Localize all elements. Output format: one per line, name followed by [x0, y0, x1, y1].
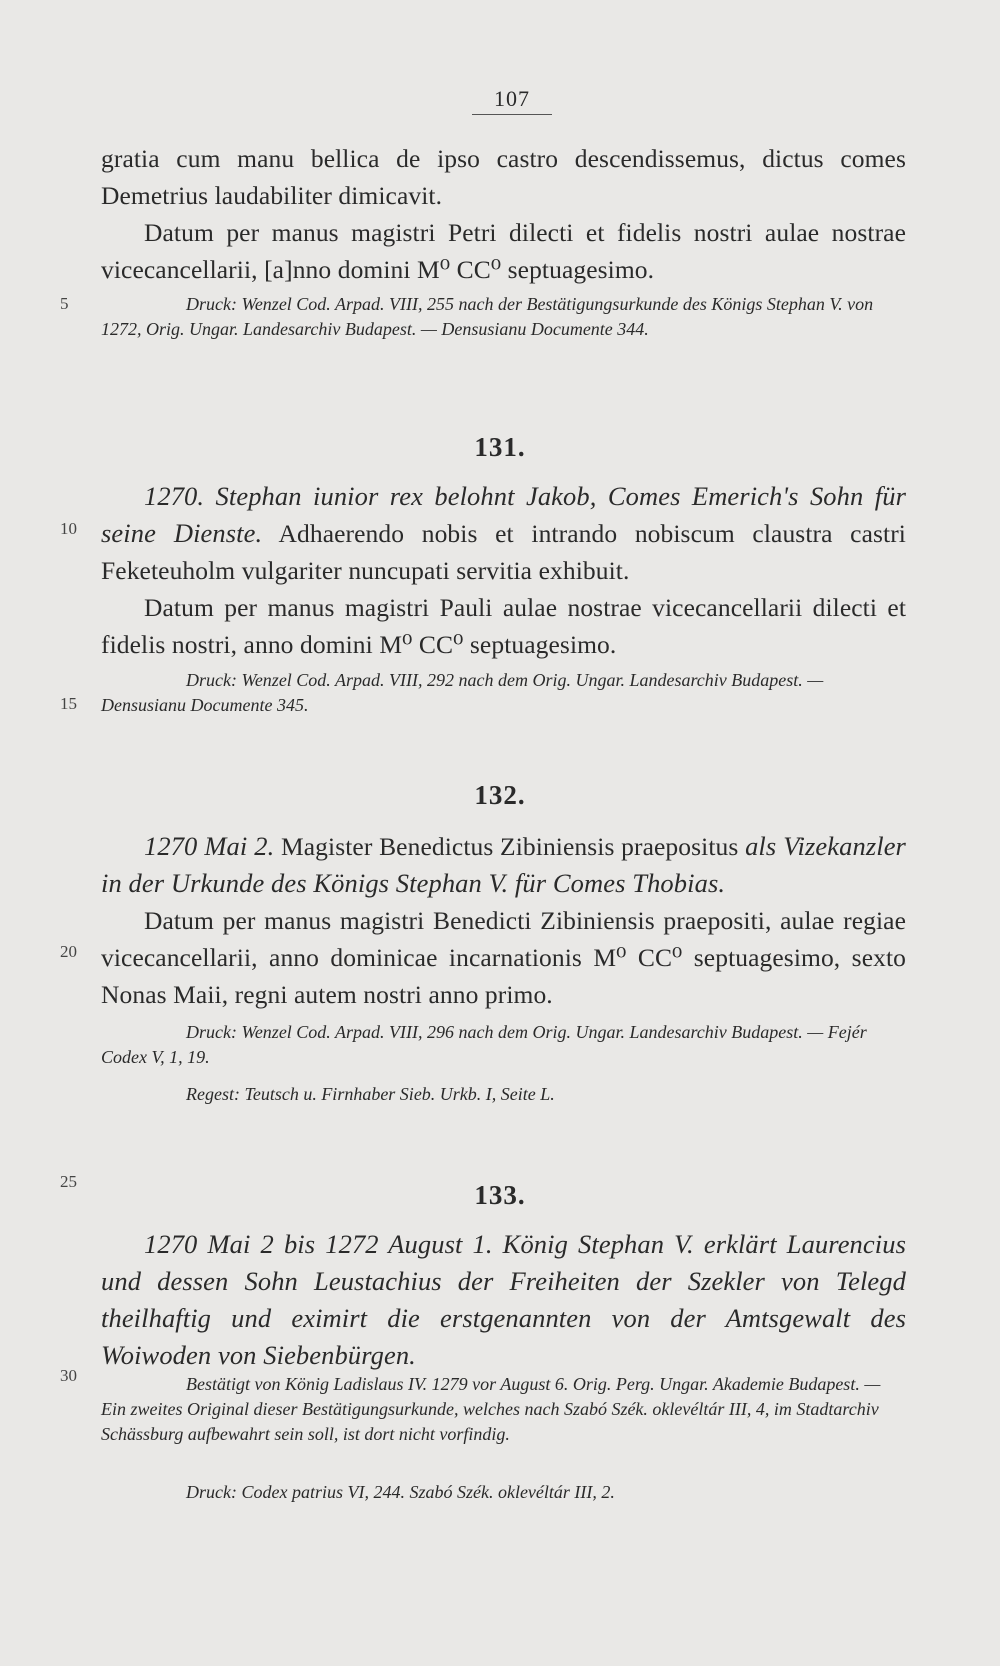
line-number: 30	[60, 1366, 77, 1385]
entry-number: 131.	[474, 432, 526, 462]
confirmation-note: Bestätigt von König Ladislaus IV. 1279 vor August 6. Orig. Perg. Ungar. Akademie Budapest. — Ein zweites Original dieser Bestätigungsurkunde, welches nach Szabó Szék. oklevéltár III, 4, im Stadtarchiv Schässburg aufbewahrt sein soll, ist dort nicht vorfindig.	[101, 1374, 881, 1444]
print-note: Druck: Wenzel Cod. Arpad. VIII, 255 nach der Bestätigungsurkunde des Königs Stephan V. von 1272, Orig. Ungar. Landesarchiv Budapest. — Densusianu Documente 344.	[101, 294, 874, 339]
entry-summary	[101, 828, 906, 902]
print-note: Druck: Codex patrius VI, 244. Szabó Szék. oklevéltár III, 2.	[186, 1482, 615, 1502]
datum-paragraph: Datum per manus magistri Benedicti Zibiniensis praepositi, aulae regiae vicecancellarii, anno dominicae incarnationis M⁰ CC⁰ septuagesimo, sexto Nonas Maii, regni autem nostri anno primo.	[101, 906, 906, 1009]
entry-summary-italic: 1270 Mai 2 bis 1272 August 1. König Stephan V. erklärt Laurencius und dessen Sohn Leustachius der Freiheiten der Szekler von Telegd theilhaftig und eximirt die erstgenannten von der Amtsgewalt des Woiwoden von Siebenbürgen.	[101, 1229, 906, 1370]
line-number: 25	[60, 1172, 77, 1191]
line-number: 15	[60, 694, 77, 713]
entry-number: 133.	[474, 1180, 526, 1210]
datum-paragraph: Datum per manus magistri Pauli aulae nostrae vicecancellarii dilecti et fidelis nostri, anno domini M⁰ CC⁰ septuagesimo.	[101, 593, 906, 659]
datum-paragraph: Datum per manus magistri Petri dilecti et fidelis nostri aulae nostrae vicecancellarii, [a]nno domini M⁰ CC⁰ septuagesimo.	[101, 218, 906, 284]
entry-132	[101, 828, 906, 1013]
entry-summary-italic: 1270. Stephan iunior rex belohnt Jakob, Comes Emerich's Sohn für seine Dienste.	[101, 481, 906, 548]
print-note: Druck: Wenzel Cod. Arpad. VIII, 292 nach dem Orig. Ungar. Landesarchiv Budapest. — Densusianu Documente 345.	[101, 670, 824, 715]
page-number-rule	[472, 114, 552, 115]
entry-summary-italic: 1270 Mai 2.	[144, 831, 275, 861]
entry-summary	[101, 478, 906, 589]
line-number: 10	[60, 519, 77, 538]
entry-summary-text: Adhaerendo nobis et intrando nobiscum claustra castri Feketeuholm vulgariter nuncupati servitia exhibuit.	[101, 519, 906, 585]
entry-summary-italic: als Vizekanzler in der Urkunde des Königs Stephan V. für Comes Thobias.	[101, 831, 906, 898]
line-number: 20	[60, 942, 77, 961]
line-number: 5	[60, 294, 69, 313]
continuation-section	[101, 140, 906, 288]
regest-note: Regest: Teutsch u. Firnhaber Sieb. Urkb. I, Seite L.	[186, 1084, 555, 1104]
entry-summary-text: Magister Benedictus Zibiniensis praepositus	[274, 832, 746, 861]
print-note: Druck: Wenzel Cod. Arpad. VIII, 296 nach dem Orig. Ungar. Landesarchiv Budapest. — Fejér Codex V, 1, 19.	[101, 1022, 867, 1067]
entry-131	[101, 478, 906, 663]
entry-133	[101, 1226, 906, 1374]
continuation-paragraph: gratia cum manu bellica de ipso castro descendissemus, dictus comes Demetrius laudabiliter dimicavit.	[101, 144, 906, 210]
entry-number: 132.	[474, 780, 526, 810]
page-number: 107	[494, 86, 530, 111]
